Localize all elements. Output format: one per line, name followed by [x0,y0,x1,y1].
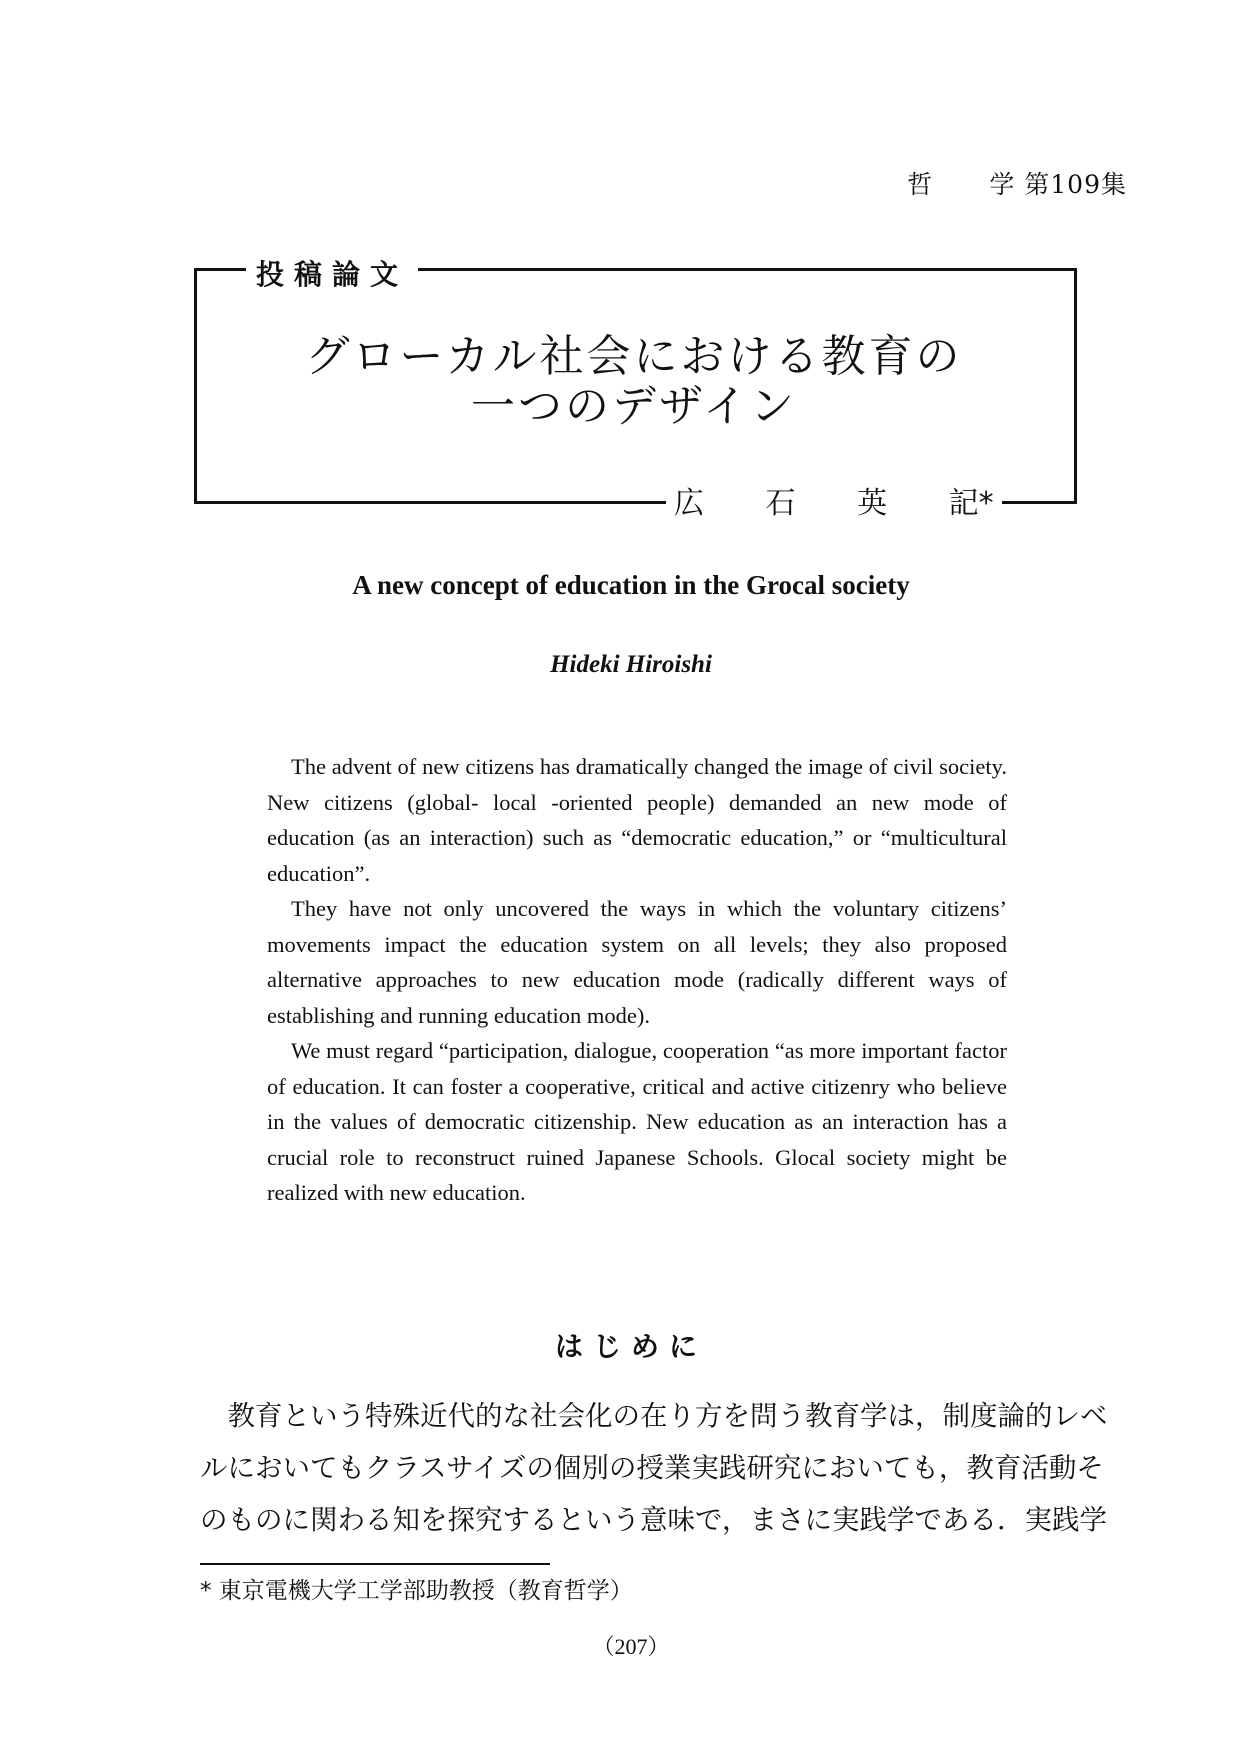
article-type-label: 投稿論文 [246,253,418,293]
abstract-paragraph: We must regard “participation, dialogue, cooperation “as more important factor of education. It can foster a cooperative, critical and active citizenry who believe in the values of democratic citizenship. New education as an interaction has a crucial role to reconstruct ruined Japanese Schools. Glocal society might be realized with new education. [267,1038,1007,1205]
abstract-paragraph: The advent of new citizens has dramatically changed the image of civil society. New citizens (global- local -oriented people) demanded an new mode of education (as an interaction) such as “democratic education,” or “multicultural education”. [267,754,1007,886]
title-line-1: グローカル社会における教育の [305,331,963,382]
body-text [200,1390,1108,1546]
body-line: ルにおいてもクラスサイズの個別の授業実践研究においても，教育活動そ [200,1452,1104,1484]
body-line: のものに関わる知を探究するという意味で，まさに実践学である．実践学 [200,1504,1107,1536]
footnote-divider [200,1563,550,1565]
title-line-2: 一つのデザイン [471,381,797,432]
page-number: （207） [592,1634,670,1659]
abstract-paragraph: They have not only uncovered the ways in which the voluntary citizens’ movements impact the education system on all levels; they also proposed alternative approaches to new education mode (radically different ways of establishing and running education mode). [267,896,1007,1028]
body-line: 教育という特殊近代的な社会化の在り方を問う教育学は，制度論的レベ [200,1400,1108,1432]
journal-name-part1: 哲 [907,170,934,199]
japanese-title [194,332,1074,432]
abstract [267,749,1007,1211]
section-heading: はじめに [554,1330,707,1363]
japanese-author: 広 石 英 記* [666,478,1002,522]
english-title: A new concept of education in the Grocal society [352,570,910,600]
journal-volume: 第109集 [1024,170,1127,199]
footnote: * 東京電機大学工学部助教授（教育哲学） [200,1578,633,1604]
journal-name-part2: 学 [989,170,1016,199]
english-author: Hideki Hiroishi [550,651,712,678]
journal-header [907,165,1127,201]
